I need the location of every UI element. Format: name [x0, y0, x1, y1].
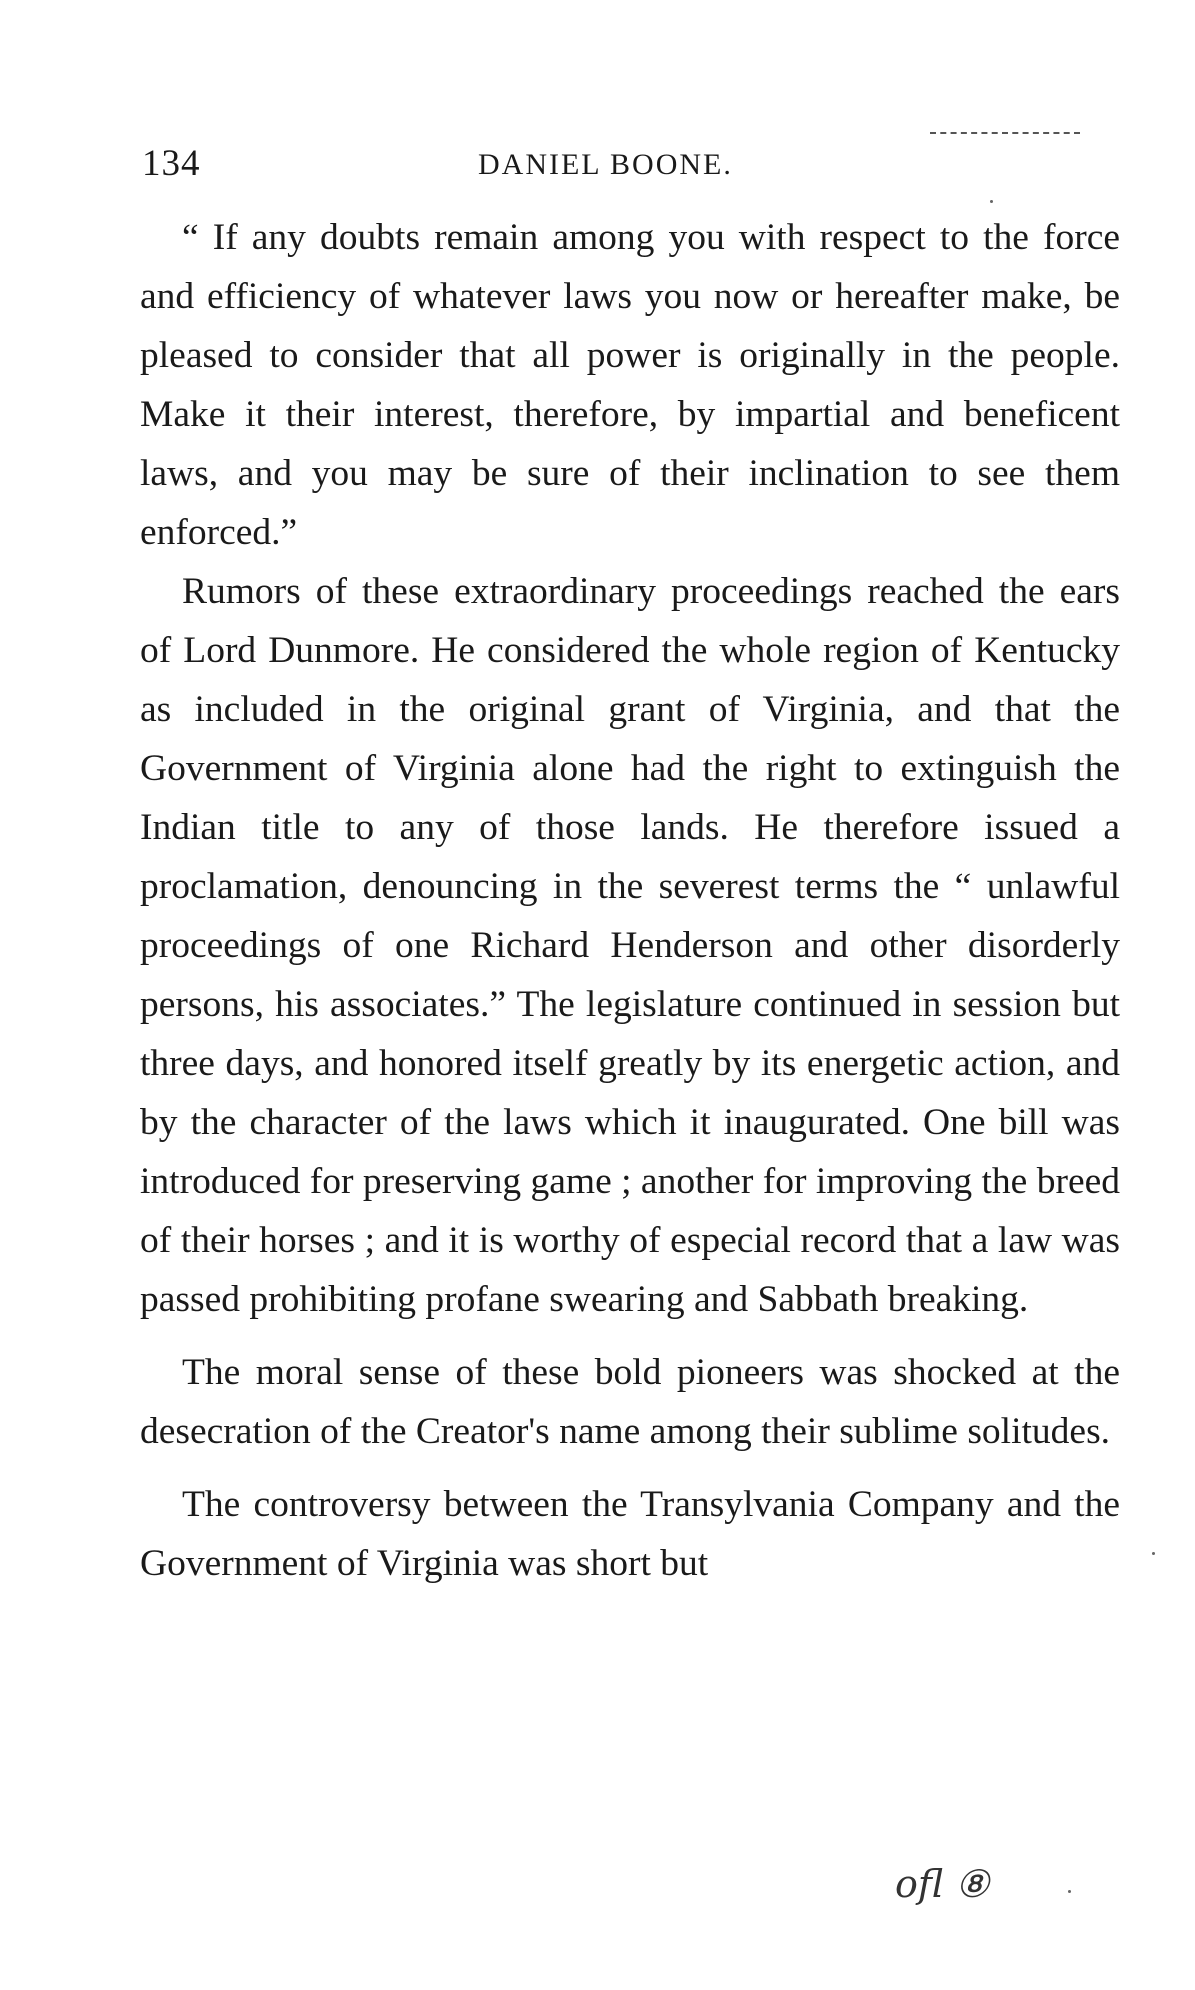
paragraph-moral-sense: The moral sense of these bold pioneers was shocked at the desecration of the Creator's name among their sublime solitudes.	[140, 1352, 1120, 1452]
scan-speck	[1152, 1552, 1155, 1555]
page-number: 134	[142, 143, 201, 184]
page-header	[0, 112, 1195, 184]
body-text	[140, 208, 1120, 1593]
scan-speck	[990, 200, 993, 203]
catchword-mark: ofl ⑧	[895, 1862, 990, 1906]
paragraph-controversy: The controversy between the Transylvania Company and the Government of Virginia was short but	[140, 1484, 1120, 1584]
running-title: DANIEL BOONE.	[478, 148, 733, 181]
scan-speck	[1068, 1890, 1071, 1893]
paragraph-rumors: Rumors of these extraordinary proceedings reached the ears of Lord Dunmore. He considered the whole region of Kentucky as included in the original grant of Virginia, and that the Government of Virginia alone had the right to extinguish the Indian title to any of those lands. He therefore issued a proclamation, denouncing in the severest terms the “ unlawful proceedings of one Richard Henderson and other disorderly persons, his associates.” The legislature continued in session but three days, and honored itself greatly by its energetic action, and by the character of the laws which it inaugurated. One bill was introduced for preserving game ; another for improving the breed of their horses ; and it is worthy of especial record that a law was passed prohibiting profane swearing and Sabbath breaking.	[140, 571, 1120, 1320]
paragraph-quote: “ If any doubts remain among you with respect to the force and efficiency of whatever laws you now or hereafter make, be pleased to consider that all power is originally in the people. Make it their interest, therefore, by impartial and beneficent laws, and you may be sure of their inclination to see them enforced.”	[140, 217, 1120, 553]
header-rule	[930, 132, 1080, 134]
